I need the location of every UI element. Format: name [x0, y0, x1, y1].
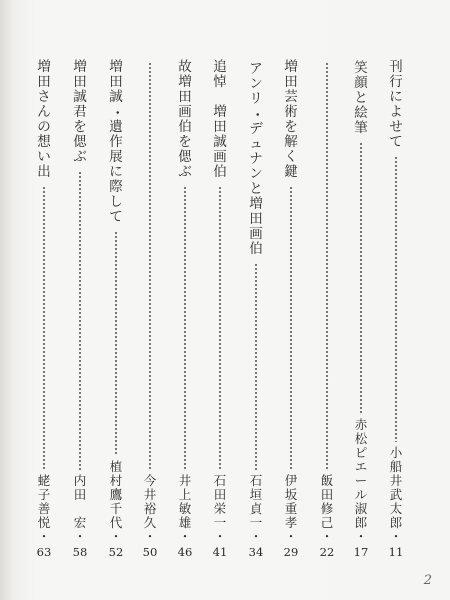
author-char: 石: [249, 473, 263, 488]
page-number: 2: [423, 573, 432, 588]
author-char: 雄: [178, 515, 192, 530]
toc-page-number: 11: [388, 545, 404, 559]
toc-author-page: [139, 474, 161, 560]
author-char: 赤: [354, 417, 368, 432]
separator-dot: ・: [178, 529, 192, 544]
toc-entry: [350, 0, 372, 600]
toc-author-page: [105, 460, 127, 560]
author-char: 栄: [213, 501, 227, 516]
leader-dots: [149, 62, 151, 470]
toc-entry: [385, 0, 407, 600]
separator-dot: ・: [37, 529, 51, 544]
toc-entry: [174, 0, 196, 600]
toc-title: ア ン リ ・ デ ュ ナ ン と 増 田 画 伯: [248, 61, 265, 257]
separator-dot: ・: [73, 529, 87, 544]
toc-author-page: [280, 474, 302, 560]
toc-entry: [209, 0, 231, 600]
author-char: 上: [178, 487, 192, 502]
toc-page-number: 34: [248, 545, 264, 559]
toc-title: 追 悼 増 田 誠 画 伯: [213, 59, 227, 180]
author-char: 坂: [284, 487, 298, 502]
separator-dot: ・: [284, 529, 298, 544]
author-char: 郎: [389, 515, 403, 530]
toc-title: 増 田 芸 術 を 解 く 鍵: [284, 59, 298, 180]
author-char: 今: [143, 473, 157, 488]
author-char: 敏: [178, 501, 192, 516]
toc-entry: [105, 0, 127, 600]
author-char: 伊: [284, 473, 298, 488]
toc-page-number: 46: [177, 545, 193, 559]
toc-author-page: [69, 474, 91, 560]
author-char: 太: [389, 501, 403, 516]
separator-dot: ・: [213, 529, 227, 544]
author-char: 田: [320, 487, 334, 502]
toc-page-number: 50: [142, 545, 158, 559]
author-char: 井: [389, 473, 403, 488]
author-char: 井: [143, 487, 157, 502]
author-char: 武: [389, 487, 403, 502]
author-char: 久: [143, 515, 157, 530]
toc-author-page: [385, 446, 407, 560]
toc-page-number: 22: [319, 545, 335, 559]
leader-dots: [219, 186, 221, 470]
toc-entry: [139, 0, 161, 600]
author-char: 淑: [354, 501, 368, 516]
author-char: [69, 502, 91, 516]
separator-dot: ・: [109, 529, 123, 544]
separator-dot: ・: [320, 529, 334, 544]
leader-dots: [43, 186, 45, 470]
leader-dots: [79, 171, 81, 470]
leader-dots: [184, 186, 186, 470]
separator-dot: ・: [354, 529, 368, 544]
toc-entry: [280, 0, 302, 600]
leader-dots: [326, 62, 328, 470]
page-edge-shadow: [0, 0, 14, 600]
toc-page-number: 17: [353, 545, 369, 559]
author-char: 重: [284, 501, 298, 516]
author-char: ピ: [354, 445, 368, 460]
toc-author-page: [174, 474, 196, 560]
author-char: 飯: [320, 473, 334, 488]
toc-entry: [316, 0, 338, 600]
author-char: 代: [109, 515, 123, 530]
toc-entry: [33, 0, 55, 600]
author-char: 松: [354, 431, 368, 446]
toc-author-page: [209, 474, 231, 560]
author-char: 己: [320, 515, 334, 530]
leader-dots: [290, 186, 292, 470]
author-char: エ: [354, 459, 368, 474]
author-char: 石: [213, 473, 227, 488]
toc-author-page: [245, 474, 267, 560]
toc-title: 増 田 さ ん の 想 い 出: [37, 59, 51, 180]
author-char: 悦: [37, 515, 51, 530]
separator-dot: ・: [143, 529, 157, 544]
toc-entry: [69, 0, 91, 600]
toc-page-number: 58: [72, 545, 88, 559]
author-char: ー: [354, 473, 368, 488]
toc-author-page: [316, 474, 338, 560]
author-char: 村: [109, 473, 123, 488]
author-char: 郎: [354, 515, 368, 530]
author-char: ル: [354, 487, 368, 502]
toc-page-number: 63: [36, 545, 52, 559]
author-char: 船: [389, 459, 403, 474]
toc-author-page: [33, 474, 55, 560]
author-char: 田: [213, 487, 227, 502]
leader-dots: [115, 231, 117, 456]
toc-title: 刊 行 に よ せ て: [389, 59, 403, 150]
author-char: 蛯: [37, 473, 51, 488]
author-char: 善: [37, 501, 51, 516]
separator-dot: ・: [389, 529, 403, 544]
author-char: 垣: [249, 487, 263, 502]
author-char: 鷹: [109, 487, 123, 502]
author-char: 植: [109, 459, 123, 474]
toc-page-number: 29: [283, 545, 299, 559]
separator-dot: ・: [249, 529, 263, 544]
leader-dots: [255, 263, 257, 470]
author-char: 裕: [143, 501, 157, 516]
toc-title: 増 田 誠 君 を 偲 ぶ: [73, 59, 87, 165]
toc-page-number: 52: [108, 545, 124, 559]
toc-entry: [245, 0, 267, 600]
toc-title: 増 田 誠 ・ 遺 作 展 に 際 し て: [108, 59, 125, 225]
author-char: 孝: [284, 515, 298, 530]
author-char: 田: [73, 487, 87, 502]
author-char: 小: [389, 445, 403, 460]
toc-title: 笑 顔 と 絵 筆: [354, 60, 368, 136]
author-char: 一: [213, 515, 227, 530]
author-char: 千: [109, 501, 123, 516]
toc-author-page: [350, 418, 372, 560]
author-char: 貞: [249, 501, 263, 516]
author-char: 一: [249, 515, 263, 530]
author-char: 子: [37, 487, 51, 502]
toc-page-number: 41: [212, 545, 228, 559]
leader-dots: [395, 156, 397, 442]
author-char: 井: [178, 473, 192, 488]
author-char: 修: [320, 501, 334, 516]
toc-title: 故 増 田 画 伯 を 偲 ぶ: [178, 59, 192, 180]
author-char: 宏: [73, 515, 87, 530]
author-char: 内: [73, 473, 87, 488]
leader-dots: [360, 142, 362, 414]
